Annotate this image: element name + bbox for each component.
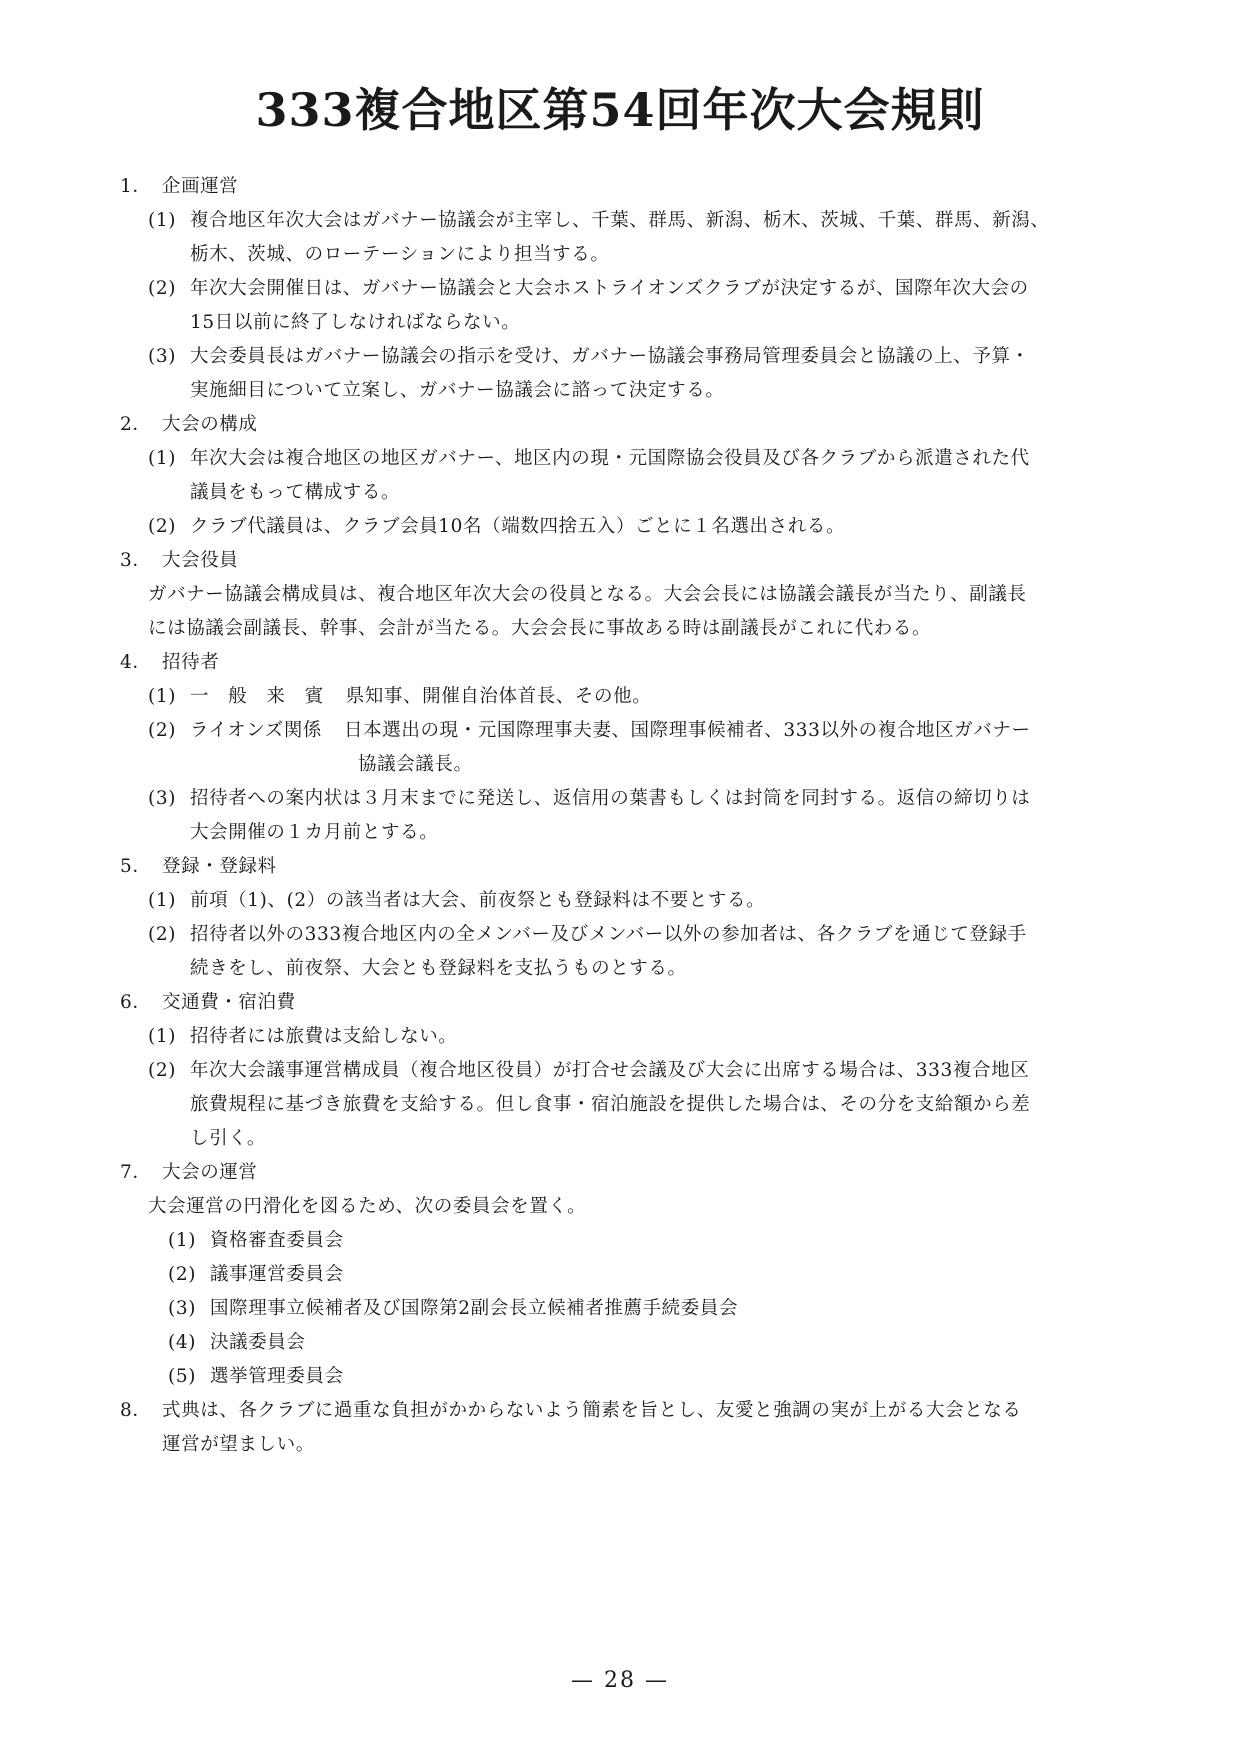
item-number: (1) <box>148 890 177 911</box>
paragraph-line: には協議会副議長、幹事、会計が当たる。大会会長に事故ある時は副議長がこれに代わる。 <box>148 618 932 639</box>
item-number: (1) <box>148 686 177 707</box>
item-label: ライオンズ関係 <box>190 720 323 741</box>
item-text: 決議委員会 <box>210 1332 306 1353</box>
item-number: (5) <box>168 1366 197 1387</box>
committee-item <box>120 1258 1120 1292</box>
item-number: (1) <box>148 1026 177 1047</box>
item-number: (1) <box>148 210 177 231</box>
item-text: 招待者以外の333複合地区内の全メンバー及びメンバー以外の参加者は、各クラブを通じて登録手 <box>190 924 1027 945</box>
item-continuation: 協議会議長。 <box>358 754 473 775</box>
section-number: 2． <box>120 414 152 435</box>
section-number: 8． <box>120 1400 152 1421</box>
list-item <box>120 272 1120 306</box>
section-number: 4． <box>120 652 152 673</box>
item-text: 議事運営委員会 <box>210 1264 344 1285</box>
section-title: 交通費・宿泊費 <box>162 992 296 1013</box>
list-item <box>120 1054 1120 1088</box>
committee-item <box>120 1360 1120 1394</box>
item-number: (1) <box>148 448 177 469</box>
item-number: (2) <box>148 516 177 537</box>
document-title: 333複合地区第54回年次大会規則 <box>255 83 985 137</box>
item-number: (2) <box>148 278 177 299</box>
item-text: クラブ代議員は、クラブ会員10名（端数四捨五入）ごとに１名選出される。 <box>190 516 846 537</box>
list-item <box>120 782 1120 816</box>
item-number: (3) <box>148 346 177 367</box>
section-title: 大会の構成 <box>162 414 258 435</box>
list-item <box>120 340 1120 374</box>
item-number: (3) <box>168 1298 197 1319</box>
paragraph-line: 大会運営の円滑化を図るため、次の委員会を置く。 <box>148 1196 587 1217</box>
item-continuation: 実施細目について立案し、ガバナー協議会に諮って決定する。 <box>190 380 725 401</box>
committee-item <box>120 1224 1120 1258</box>
item-continuation: 旅費規程に基づき旅費を支給する。但し食事・宿泊施設を提供した場合は、その分を支給額から差 <box>190 1094 1031 1115</box>
section-continuation: 運営が望ましい。 <box>162 1434 315 1455</box>
item-text: 年次大会開催日は、ガバナー協議会と大会ホストライオンズクラブが決定するが、国際年次大会の <box>190 278 1029 299</box>
item-number: (2) <box>148 1060 177 1081</box>
item-text: 資格審査委員会 <box>210 1230 344 1251</box>
section-heading <box>120 1156 1120 1190</box>
item-text: 前項（1)、(2）の該当者は大会、前夜祭とも登録料は不要とする。 <box>190 890 766 911</box>
item-continuation: 栃木、茨城、のローテーションにより担当する。 <box>190 244 610 265</box>
list-item <box>120 884 1120 918</box>
item-number: (4) <box>168 1332 197 1353</box>
section-heading <box>120 170 1120 204</box>
section-number: 5． <box>120 856 152 877</box>
list-item <box>120 442 1120 476</box>
section-number: 7． <box>120 1162 152 1183</box>
section-number: 3． <box>120 550 152 571</box>
item-number: (1) <box>168 1230 197 1251</box>
committee-item <box>120 1292 1120 1326</box>
item-text: 複合地区年次大会はガバナー協議会が主宰し、千葉、群馬、新潟、栃木、茨城、千葉、群馬、新潟、 <box>190 210 1050 231</box>
item-continuation: 議員をもって構成する。 <box>190 482 401 503</box>
item-text: 日本選出の現・元国際理事夫妻、国際理事候補者、333以外の複合地区ガバナー <box>344 720 1031 741</box>
section-heading <box>120 1394 1120 1428</box>
section-text: 式典は、各クラブに過重な負担がかからないよう簡素を旨とし、友愛と強調の実が上がる大会となる <box>162 1400 1022 1421</box>
item-continuation: 大会開催の１カ月前とする。 <box>190 822 439 843</box>
list-item <box>120 510 1120 544</box>
item-number: (2) <box>168 1264 197 1285</box>
list-item <box>120 918 1120 952</box>
section-heading <box>120 986 1120 1020</box>
list-item <box>120 204 1120 238</box>
item-text: 招待者には旅費は支給しない。 <box>190 1026 458 1047</box>
document-body <box>120 170 1120 1462</box>
section-heading <box>120 408 1120 442</box>
item-number: (2) <box>148 720 177 741</box>
item-number: (3) <box>148 788 177 809</box>
item-text: 県知事、開催自治体首長、その他。 <box>345 686 652 707</box>
item-continuation: 続きをし、前夜祭、大会とも登録料を支払うものとする。 <box>190 958 687 979</box>
item-continuation: 15日以前に終了しなければならない。 <box>190 312 521 333</box>
list-item <box>120 1020 1120 1054</box>
item-text: 年次大会議事運営構成員（複合地区役員）が打合せ会議及び大会に出席する場合は、333複合地区 <box>190 1060 1030 1081</box>
item-text: 招待者への案内状は３月末までに発送し、返信用の葉書もしくは封筒を同封する。返信の締切りは <box>190 788 1031 809</box>
section-heading <box>120 544 1120 578</box>
section-number: 1． <box>120 176 152 197</box>
item-label: 一 般 来 賓 <box>190 686 324 707</box>
item-text: 国際理事立候補者及び国際第2副会長立候補者推薦手続委員会 <box>210 1298 739 1319</box>
section-title: 登録・登録料 <box>162 856 277 877</box>
list-item <box>120 714 1120 748</box>
page-number: — 28 — <box>571 1668 669 1693</box>
item-text: 選挙管理委員会 <box>210 1366 344 1387</box>
section-heading <box>120 850 1120 884</box>
item-text: 年次大会は複合地区の地区ガバナー、地区内の現・元国際協会役員及び各クラブから派遣された代 <box>190 448 1030 469</box>
section-title: 大会の運営 <box>162 1162 258 1183</box>
committee-item <box>120 1326 1120 1360</box>
section-heading <box>120 646 1120 680</box>
paragraph-line: ガバナー協議会構成員は、複合地区年次大会の役員となる。大会会長には協議会議長が当たり、副議長 <box>148 584 1027 605</box>
section-title: 企画運営 <box>162 176 239 197</box>
section-title: 招待者 <box>162 652 220 673</box>
section-title: 大会役員 <box>162 550 239 571</box>
list-item <box>120 680 1120 714</box>
item-continuation: し引く。 <box>190 1128 267 1149</box>
section-number: 6． <box>120 992 152 1013</box>
item-number: (2) <box>148 924 177 945</box>
item-text: 大会委員長はガバナー協議会の指示を受け、ガバナー協議会事務局管理委員会と協議の上、予算・ <box>190 346 1030 367</box>
